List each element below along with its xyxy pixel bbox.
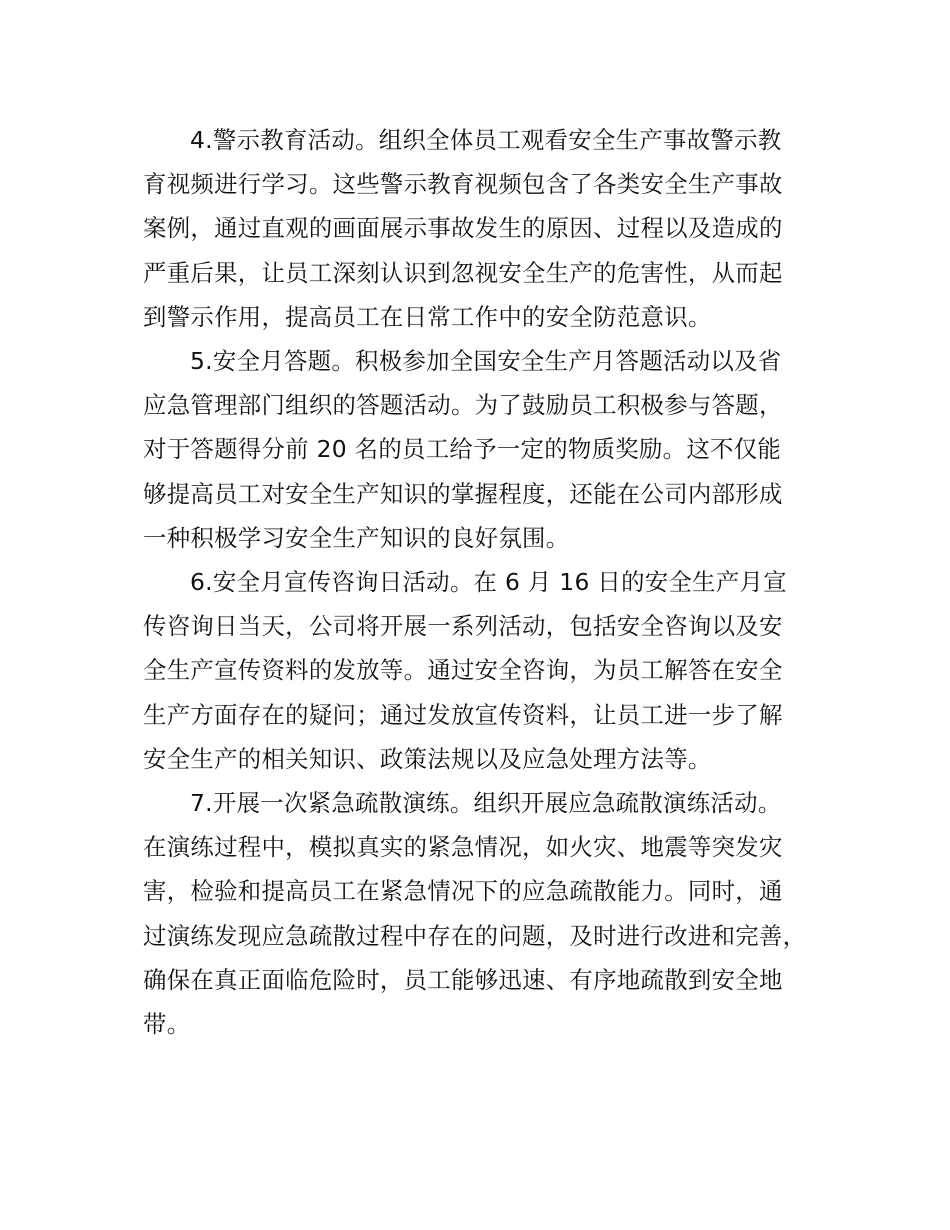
text-line: 害，检验和提高员工在紧急情况下的应急疏散能力。同时，通 xyxy=(143,877,783,906)
text-line: 7.开展一次紧急疏散演练。组织开展应急疏散演练活动。 xyxy=(190,789,782,818)
text-line: 传咨询日当天，公司将开展一系列活动，包括安全咨询以及安 xyxy=(143,612,783,641)
text-line: 生产方面存在的疑问；通过发放宣传资料，让员工进一步了解 xyxy=(143,700,783,729)
document-body xyxy=(143,118,833,1046)
text-line: 确保在真正面临危险时，员工能够迅速、有序地疏散到安全地 xyxy=(143,965,783,994)
paragraph-safety-quiz xyxy=(143,339,833,560)
paragraph-consultation-day xyxy=(143,560,833,781)
text-line: 够提高员工对安全生产知识的掌握程度，还能在公司内部形成 xyxy=(143,479,783,508)
text-line: 案例，通过直观的画面展示事故发生的原因、过程以及造成的 xyxy=(143,214,783,243)
paragraph-warning-education xyxy=(143,118,833,339)
text-line: 在演练过程中，模拟真实的紧急情况，如火灾、地震等突发灾 xyxy=(143,833,783,862)
text-line: 过演练发现应急疏散过程中存在的问题，及时进行改进和完善， xyxy=(143,921,807,950)
text-line: 到警示作用，提高员工在日常工作中的安全防范意识。 xyxy=(143,302,712,331)
text-line: 5.安全月答题。积极参加全国安全生产月答题活动以及省 xyxy=(190,347,782,376)
text-line: 一种积极学习安全生产知识的良好氛围。 xyxy=(143,523,570,552)
text-line: 应急管理部门组织的答题活动。为了鼓励员工积极参与答题， xyxy=(143,391,783,420)
text-line: 全生产宣传资料的发放等。通过安全咨询，为员工解答在安全 xyxy=(143,656,783,685)
text-line: 安全生产的相关知识、政策法规以及应急处理方法等。 xyxy=(143,744,712,773)
text-line: 4.警示教育活动。组织全体员工观看安全生产事故警示教 xyxy=(190,126,782,154)
text-line: 6.安全月宣传咨询日活动。在 6 月 16 日的安全生产月宣 xyxy=(190,568,787,597)
text-line: 育视频进行学习。这些警示教育视频包含了各类安全生产事故 xyxy=(143,170,783,199)
text-line: 带。 xyxy=(143,1010,191,1039)
text-line: 对于答题得分前 20 名的员工给予一定的物质奖励。这不仅能 xyxy=(143,435,782,464)
paragraph-evacuation-drill xyxy=(143,781,833,1046)
text-line: 严重后果，让员工深刻认识到忽视安全生产的危害性，从而起 xyxy=(143,258,783,287)
